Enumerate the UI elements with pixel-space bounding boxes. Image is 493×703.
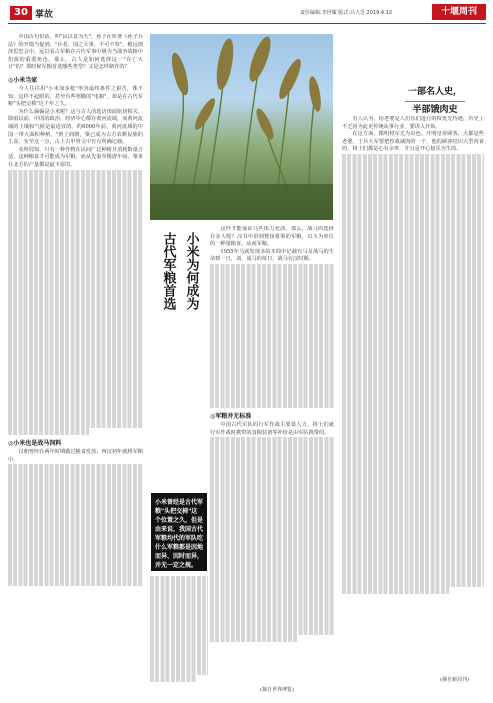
article-column-2b — [150, 576, 208, 686]
header-rule — [8, 23, 486, 24]
paragraph: 在这方面，隋明将军尤为出色。开明皇帝顾客，大都是些老婆，士兵大军要把控裁减肉的一个，他的顾客结识大型肉食的，将士们都是心有余辜，并且是开心接乐为生的。 — [342, 131, 484, 153]
paragraph: 今人往往用"小米加步枪"形容最终条件之艰苦，殊不知，这样不起眼的，甚至有些寒酸的"电粮"，却是在古代军粮"头把交椅"达千年之久。 — [8, 85, 143, 108]
sidebar-headline — [390, 86, 480, 117]
sidebar-column — [342, 116, 484, 676]
headline — [178, 232, 206, 314]
millet-stalks-illustration — [150, 34, 333, 220]
source-note-left: (摘自世界博览) — [260, 687, 294, 693]
paragraph: 中国古代军队的行军作战主要靠人力，将士们就行军作战时携带的食粮装备等补给是由军队携带的。 — [210, 422, 334, 436]
paragraph: 为什么偏偏是小米呢？这与古人的选访田面密切相关。降雨以前，中国的政治、经济中心都在黄河流域，而黄河流域的土壤和气候是最适宜的。约6000年前，黄河流域的中国一带大面积种植，"到了商朝，粟已成为古方农耕民族的主食，实至这一点，古上古甲骨文中有有所确记载。 — [8, 108, 143, 146]
page-header — [0, 0, 493, 24]
subheading-no-standard: ◎军粮并无标准 — [210, 413, 252, 421]
section-name: 掌故 — [35, 10, 54, 20]
masthead-logo: 十堰周刊 — [432, 4, 486, 20]
page-number: 30 — [10, 6, 32, 20]
subheading-horse-feed: ◎小米也是战马饲料 — [8, 440, 62, 448]
intro-paragraph: 中国古句俗话，叫"民以食为天"，孙子在所著《孙子兵法》的开篇当提到，"兵者，国之大事，不可不察"，稍远则涉思忠会中，远以看古军粮在古代军事中极为当战争战粮中扮演的重要角色。那么，古人是如何选择这一"存亡大计"的？那时候军粮首选哪些类型？又是怎样制作的？ — [8, 34, 143, 71]
headline-line-1: 小米为何成为 — [183, 232, 199, 310]
headline-col-2 — [154, 232, 182, 314]
headline-line-2: 古代军粮首选 — [160, 232, 176, 310]
editor-meta: 责任编辑:李世耀 版式:吕大芳 2019.4.12 — [300, 10, 392, 16]
paragraph: 汉朝曾经在两年时期做过粮食发放，西汉初年就将军粮中。 — [8, 449, 143, 463]
sidebar-headline-line-1: 一部名人史， — [407, 87, 462, 97]
sidebar-divider — [405, 101, 465, 102]
article-column-2 — [210, 226, 334, 696]
pull-quote-box: 小米曾经是古代军粮"头把交椅"这个位置之久，但是由来说，我国古代军粮均代的军队吃什么军粮都是因地而异、因时而异，并无一定之规。 — [151, 493, 207, 571]
paragraph: 1955年马就发现多的木简中记载有马及战马的生命到一日，刘、战马的每日，战马在汉时期。 — [210, 248, 334, 263]
sidebar-headline-line-2: 半部饿肉史 — [412, 105, 458, 115]
paragraph: 众所周知，只有一种作物在民间广泛种植且消耗数量合适，这种粮食才可能成为军粮，而从先秦至隋唐年间，粟米在北方的产量都是最丰富的。 — [8, 146, 143, 168]
subheading-millet: ◎小米当家 — [8, 76, 38, 84]
article-column-1 — [8, 34, 143, 694]
source-note-right: (摘自新周刊) — [440, 677, 469, 683]
millet-photo — [150, 34, 333, 220]
paragraph: 这样才能保证马匹体力充沛、那么，战马的选择有多大呢？汉书中讲到赞扬将领的军粮，以斗为单位的一种量粮食，从而军粮。 — [210, 226, 334, 248]
paragraph: 有人认为，给老婆是人们乐们进行的权优先待遇，历史上不乏因为此更传统从事行业，要讲入开始。 — [342, 116, 484, 130]
